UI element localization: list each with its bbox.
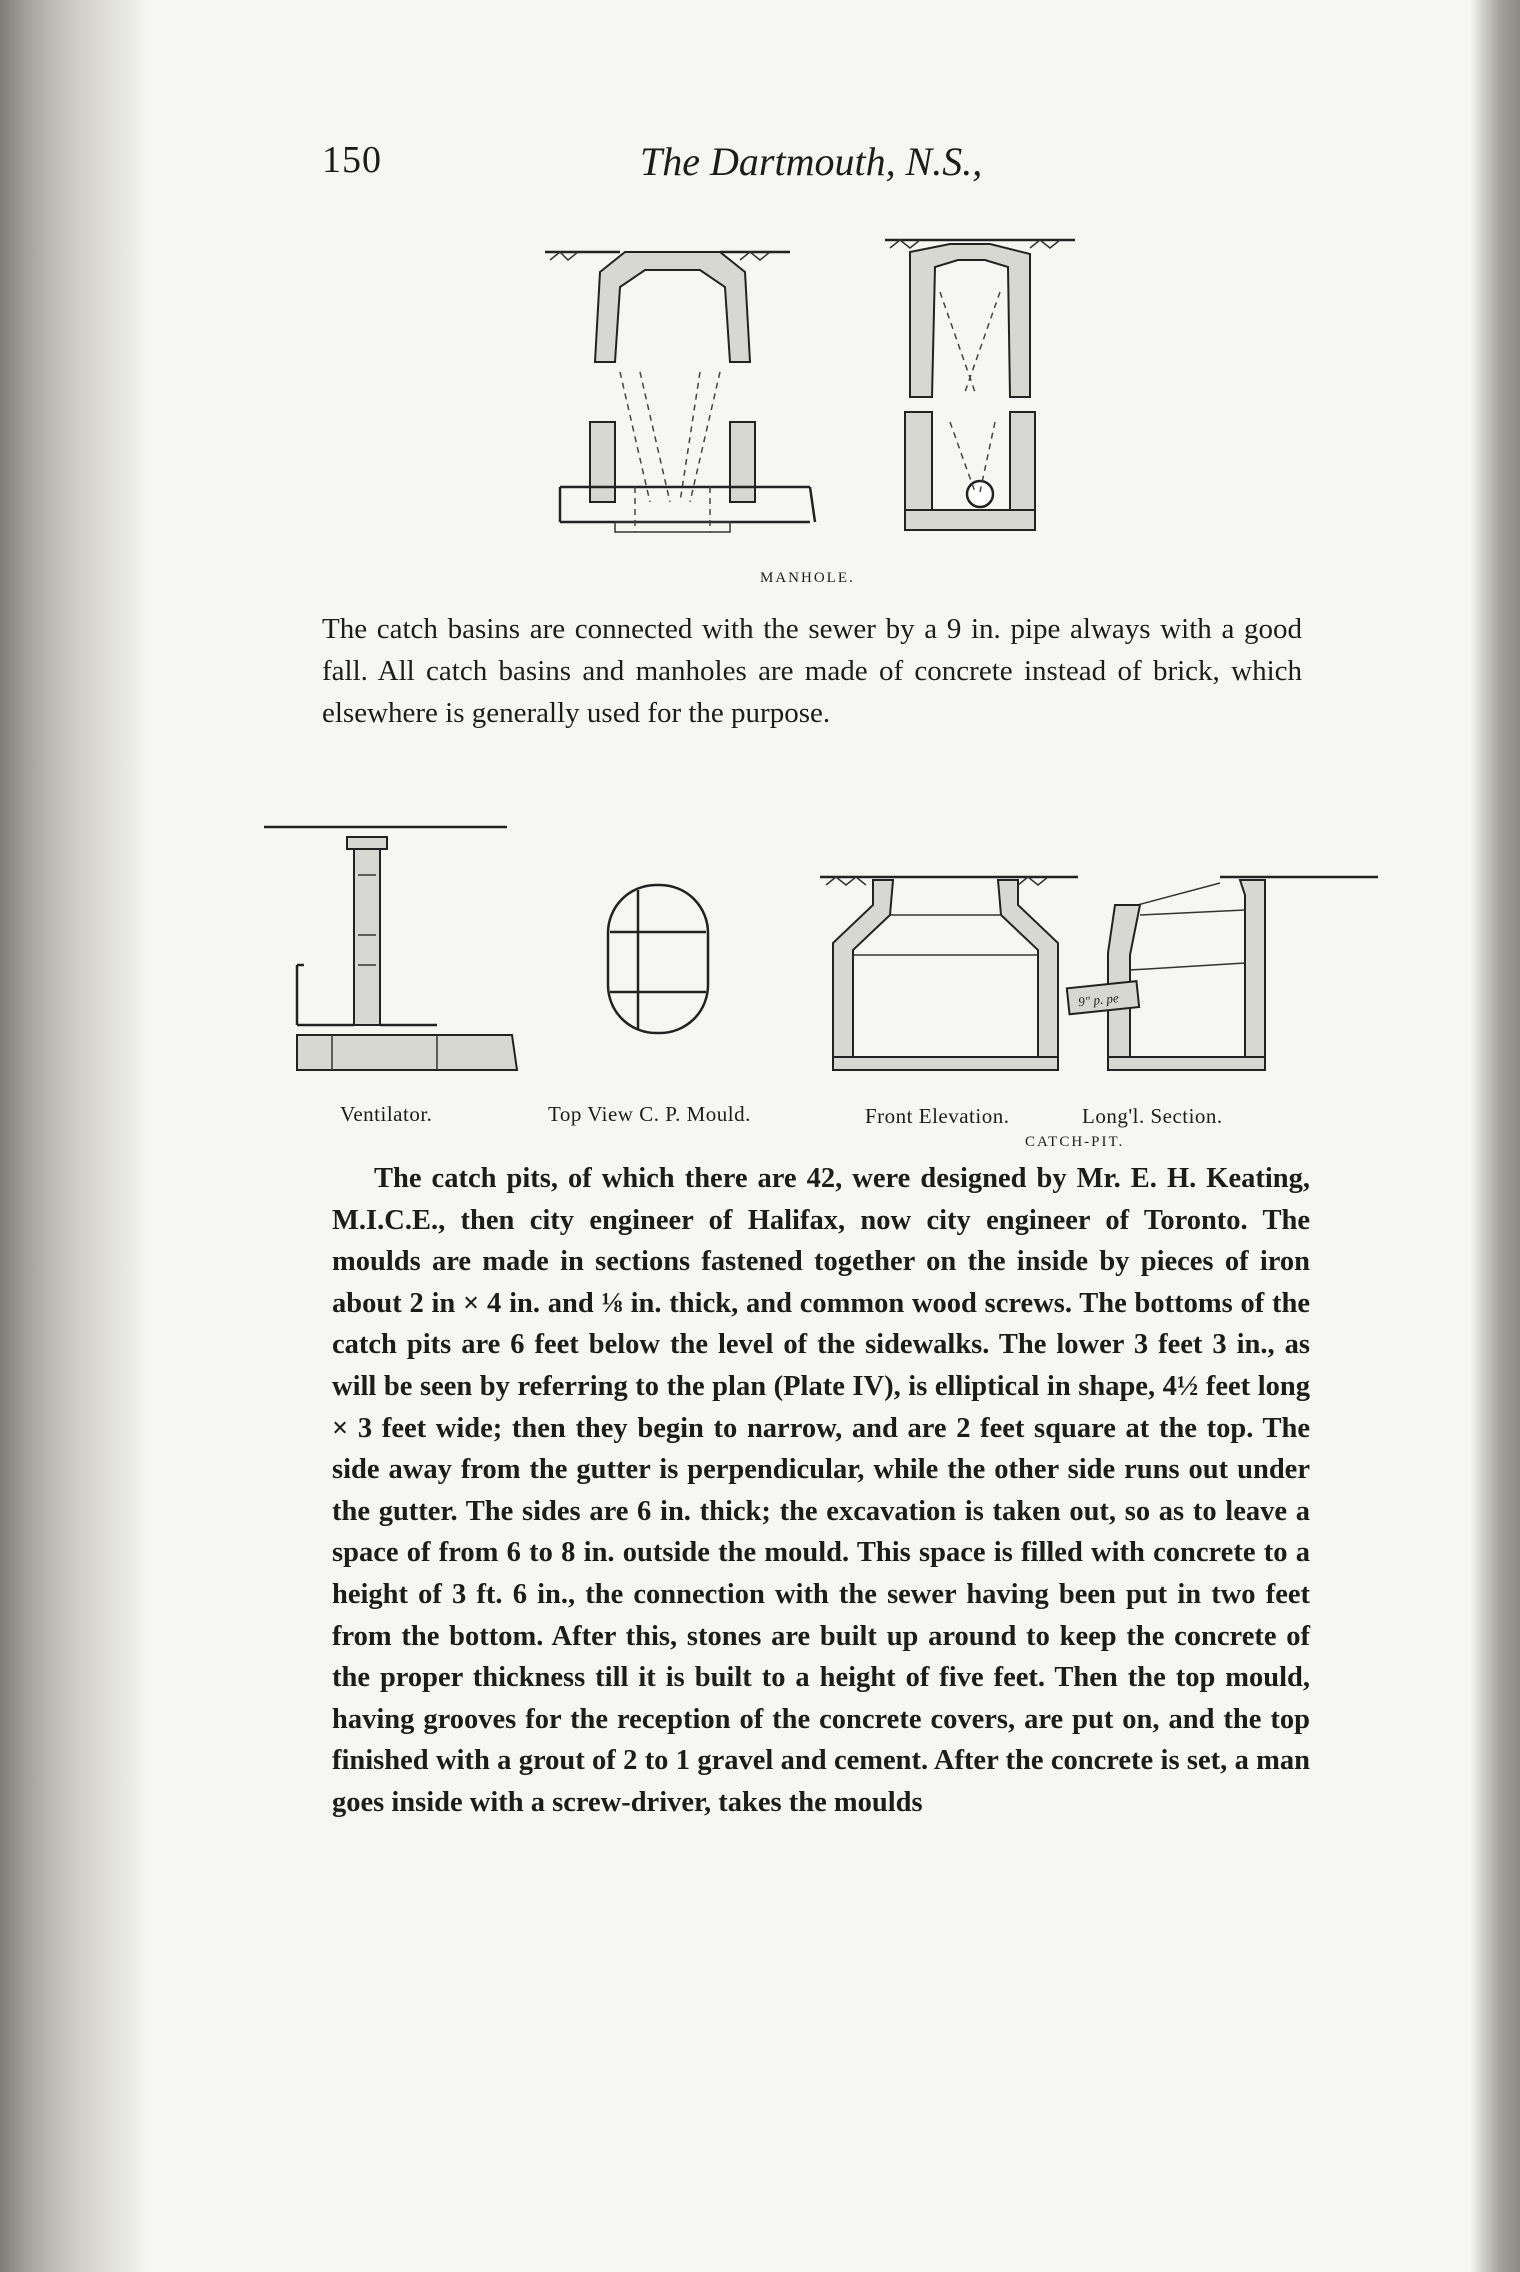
running-title: The Dartmouth, N.S., (640, 139, 983, 184)
manhole-section-figure (880, 232, 1080, 542)
front-elevation-caption: Front Elevation. (865, 1104, 1010, 1128)
paragraph-catch-basins: The catch basins are connected with the sewer by a 9 in. pipe always with a good fall. All catch basins and manholes are made of concrete instead of brick, which elsewhere is generally used for the purpose. (322, 613, 1302, 729)
catchpit-section-figure (1060, 865, 1380, 1075)
page-number: 150 (322, 139, 382, 181)
manhole-caption: MANHOLE. (760, 570, 855, 586)
paragraph-catch-pits: The catch pits, of which there are 42, were designed by Mr. E. H. Keating, M.I.C.E., then city engineer of Halifax, now city engineer of Toronto. The moulds are made in sections fastened together on the inside by pieces of iron about 2 in × 4 in. and ⅛ in. thick, and common wood screws. The bottoms of the catch pits are 6 feet below the level of the sidewalks. The lower 3 feet 3 in., as will be seen by referring to the plan (Plate IV), is elliptical in shape, 4½ feet long × 3 feet wide; then they begin to narrow, and are 2 feet square at the top. The side away from the gutter is perpendicular, while the other side runs out under the gutter. The sides are 6 in. thick; the excavation is taken out, so as to leave a space of from 6 to 8 in. outside the mould. This space is filled with concrete to a height of 3 ft. 6 in., the connection with the sewer having been put in two feet from the bottom. After this, stones are built up around to keep the concrete of the proper thickness till it is built to a height of five feet. Then the top mould, having grooves for the reception of the concrete covers, are put on, and the top finished with a grout of 2 to 1 gravel and cement. After the concrete is set, a man goes inside with a screw-driver, takes the moulds (332, 1163, 1310, 1818)
catchpit-front-elevation-figure (818, 865, 1078, 1075)
ventilator-caption: Ventilator. (340, 1102, 433, 1126)
mould-top-view-figure (600, 880, 720, 1040)
manhole-elevation-figure (540, 232, 840, 542)
ventilator-figure (262, 815, 522, 1075)
section-caption: Long'l. Section. (1082, 1104, 1223, 1128)
mould-caption: Top View C. P. Mould. (548, 1102, 751, 1126)
pipe-label: 9" p. pe (1077, 990, 1120, 1010)
book-gutter-shadow (0, 0, 150, 2272)
page-edge-shadow (1470, 0, 1520, 2272)
catchpit-caption: CATCH-PIT. (1025, 1134, 1125, 1150)
